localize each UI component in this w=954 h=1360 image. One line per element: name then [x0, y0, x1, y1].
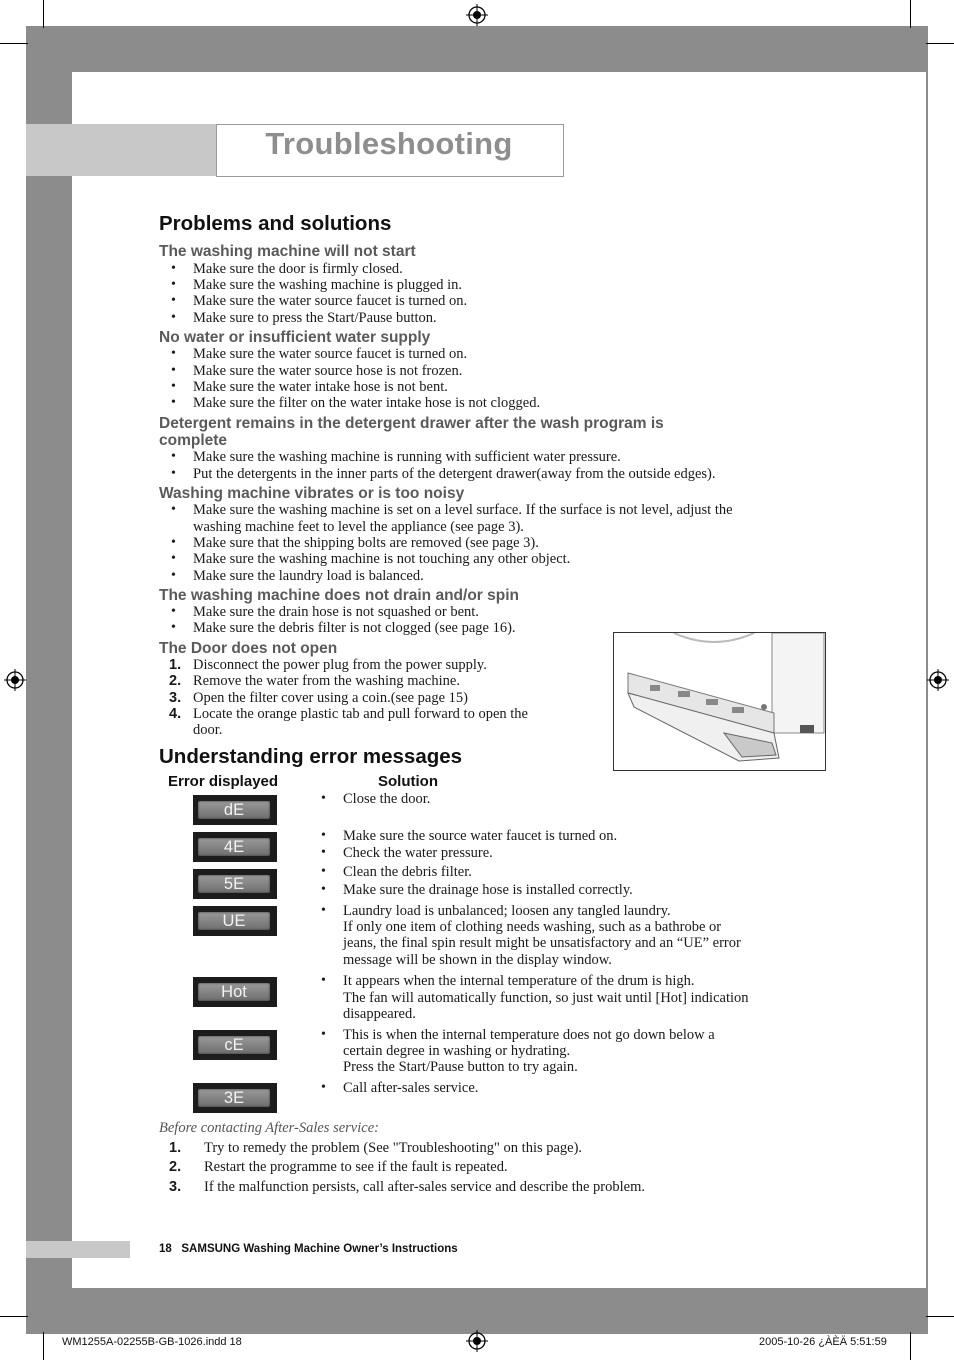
solution-text-continued: If only one item of clothing needs washing, such as a bathrobe or	[343, 919, 722, 935]
bullet: •	[171, 466, 176, 481]
solution-text: Call after-sales service.	[343, 1080, 479, 1096]
solution-text: Make sure the drainage hose is installed correctly.	[343, 882, 633, 898]
solution-text-continued: Press the Start/Pause button to try again.	[343, 1059, 578, 1075]
error-code-display	[193, 1083, 277, 1113]
bullet: •	[321, 973, 326, 988]
list-item: Make sure the water source faucet is turned on.	[193, 293, 468, 309]
error-code-display	[193, 795, 277, 825]
after-sales-intro: Before contacting After-Sales service:	[159, 1120, 379, 1136]
page-title: Troubleshooting	[265, 126, 513, 161]
bullet: •	[321, 882, 326, 897]
solution-text-continued: jeans, the final spin result might be unsatisfactory and an “UE” error	[343, 935, 741, 951]
bullet: •	[171, 395, 176, 410]
doc-title: Washing Machine Owner’s Instructions	[243, 1243, 458, 1255]
bullet: •	[321, 864, 326, 879]
bullet: •	[171, 379, 176, 394]
bullet: •	[171, 346, 176, 361]
problems-heading: Problems and solutions	[159, 212, 392, 235]
bullet: •	[171, 502, 176, 517]
bullet: •	[321, 845, 326, 860]
registration-mark-icon	[466, 1330, 488, 1352]
list-item: Make sure the washing machine is plugged in.	[193, 277, 462, 293]
bullet: •	[171, 363, 176, 378]
bullet: •	[171, 449, 176, 464]
section-title: complete	[159, 432, 228, 449]
registration-mark-icon	[466, 4, 488, 26]
solution-text: Close the door.	[343, 791, 431, 807]
list-item: Make sure the water source hose is not frozen.	[193, 363, 463, 379]
bullet: •	[321, 1027, 326, 1042]
step-text: Try to remedy the problem (See "Troubleshooting" on this page).	[204, 1140, 583, 1156]
list-item: Make sure the laundry load is balanced.	[193, 568, 424, 584]
solution-text-continued: message will be shown in the display window.	[343, 952, 612, 968]
bullet: •	[171, 277, 176, 292]
error-code-display	[193, 977, 277, 1007]
error-code: Hot	[198, 983, 270, 1001]
print-slug-timestamp: 2005-10-26 ¿ÀÈÄ 5:51:59	[759, 1336, 887, 1348]
list-item: Make sure the drain hose is not squashed or bent.	[193, 604, 479, 620]
print-slug-file: WM1255A-02255B-GB-1026.indd 18	[62, 1336, 242, 1348]
section-title: Washing machine vibrates or is too noisy	[159, 485, 465, 502]
title-band	[26, 124, 218, 176]
solution-text-continued: disappeared.	[343, 1006, 416, 1022]
solution-text: Laundry load is unbalanced; loosen any tangled laundry.	[343, 903, 671, 919]
error-code: 3E	[198, 1089, 270, 1107]
filter-cover-illustration	[613, 632, 826, 771]
step-number: 2.	[169, 1159, 182, 1175]
page-frame-left	[26, 26, 72, 1334]
error-code-display	[193, 832, 277, 862]
list-item: Make sure the water intake hose is not bent.	[193, 379, 448, 395]
step-text-continued: door.	[193, 722, 223, 738]
errors-heading: Understanding error messages	[159, 745, 463, 768]
solution-text: Clean the debris filter.	[343, 864, 472, 880]
error-code: 5E	[198, 875, 270, 893]
error-code-display	[193, 1030, 277, 1060]
list-item: Make sure to press the Start/Pause button.	[193, 310, 437, 326]
error-code-display	[193, 869, 277, 899]
bullet: •	[321, 903, 326, 918]
step-number: 1.	[169, 1140, 182, 1156]
bullet: •	[171, 620, 176, 635]
list-item: Make sure that the shipping bolts are removed (see page 3).	[193, 535, 539, 551]
list-item: Make sure the filter on the water intake hose is not clogged.	[193, 395, 541, 411]
bullet: •	[171, 604, 176, 619]
step-number: 4.	[169, 706, 182, 722]
error-code: cE	[198, 1036, 270, 1054]
error-code-display	[193, 906, 277, 936]
bullet: •	[171, 310, 176, 325]
section-title: No water or insufficient water supply	[159, 329, 431, 346]
error-code: dE	[198, 801, 270, 819]
brand-name: SAMSUNG	[181, 1243, 241, 1255]
section-title: The washing machine will not start	[159, 243, 416, 260]
footer-band	[26, 1241, 130, 1258]
registration-mark-icon	[927, 669, 949, 691]
registration-mark-icon	[4, 669, 26, 691]
step-text: Locate the orange plastic tab and pull forward to open the	[193, 706, 528, 722]
bullet: •	[171, 293, 176, 308]
solution-text-continued: The fan will automatically function, so just wait until [Hot] indication	[343, 990, 749, 1006]
list-item: Make sure the washing machine is not touching any other object.	[193, 551, 571, 567]
list-item: Make sure the washing machine is set on a level surface. If the surface is not level, adjust the	[193, 502, 733, 518]
solution-text: It appears when the internal temperature of the drum is high.	[343, 973, 695, 989]
step-number: 3.	[169, 1179, 182, 1195]
bullet: •	[171, 261, 176, 276]
solution-text: This is when the internal temperature does not go down below a	[343, 1027, 715, 1043]
section-title: The washing machine does not drain and/or spin	[159, 587, 519, 604]
step-number: 3.	[169, 690, 182, 706]
step-number: 2.	[169, 673, 182, 689]
page-number: 18	[159, 1243, 172, 1255]
bullet: •	[171, 551, 176, 566]
page-frame-bottom	[26, 1288, 928, 1334]
section-title: Detergent remains in the detergent drawer after the wash program is	[159, 415, 664, 432]
list-item: Make sure the washing machine is running with sufficient water pressure.	[193, 449, 621, 465]
column-header-solution: Solution	[378, 773, 438, 790]
bullet: •	[321, 1080, 326, 1095]
solution-text: Check the water pressure.	[343, 845, 493, 861]
section-title: The Door does not open	[159, 640, 338, 657]
error-code: 4E	[198, 838, 270, 856]
step-text: Disconnect the power plug from the power supply.	[193, 657, 487, 673]
list-item: Put the detergents in the inner parts of the detergent drawer(away from the outside edges).	[193, 466, 716, 482]
step-text: If the malfunction persists, call after-sales service and describe the problem.	[204, 1179, 645, 1195]
step-number: 1.	[169, 657, 182, 673]
error-code: UE	[198, 912, 270, 930]
page-frame-top	[26, 26, 928, 72]
column-header-error: Error displayed	[168, 773, 279, 790]
bullet: •	[171, 568, 176, 583]
bullet: •	[171, 535, 176, 550]
list-item: Make sure the water source faucet is turned on.	[193, 346, 468, 362]
solution-text-continued: certain degree in washing or hydrating.	[343, 1043, 571, 1059]
step-text: Open the filter cover using a coin.(see page 15)	[193, 690, 468, 706]
list-item-continued: washing machine feet to level the appliance (see page 3).	[193, 519, 524, 535]
list-item: Make sure the debris filter is not clogged (see page 16).	[193, 620, 516, 636]
step-text: Restart the programme to see if the fault is repeated.	[204, 1159, 508, 1175]
bullet: •	[321, 828, 326, 843]
page-footer	[159, 1243, 458, 1255]
solution-text: Make sure the source water faucet is turned on.	[343, 828, 618, 844]
list-item: Make sure the door is firmly closed.	[193, 261, 403, 277]
step-text: Remove the water from the washing machine.	[193, 673, 460, 689]
bullet: •	[321, 791, 326, 806]
washing-machine-filter-drawing	[614, 633, 825, 770]
